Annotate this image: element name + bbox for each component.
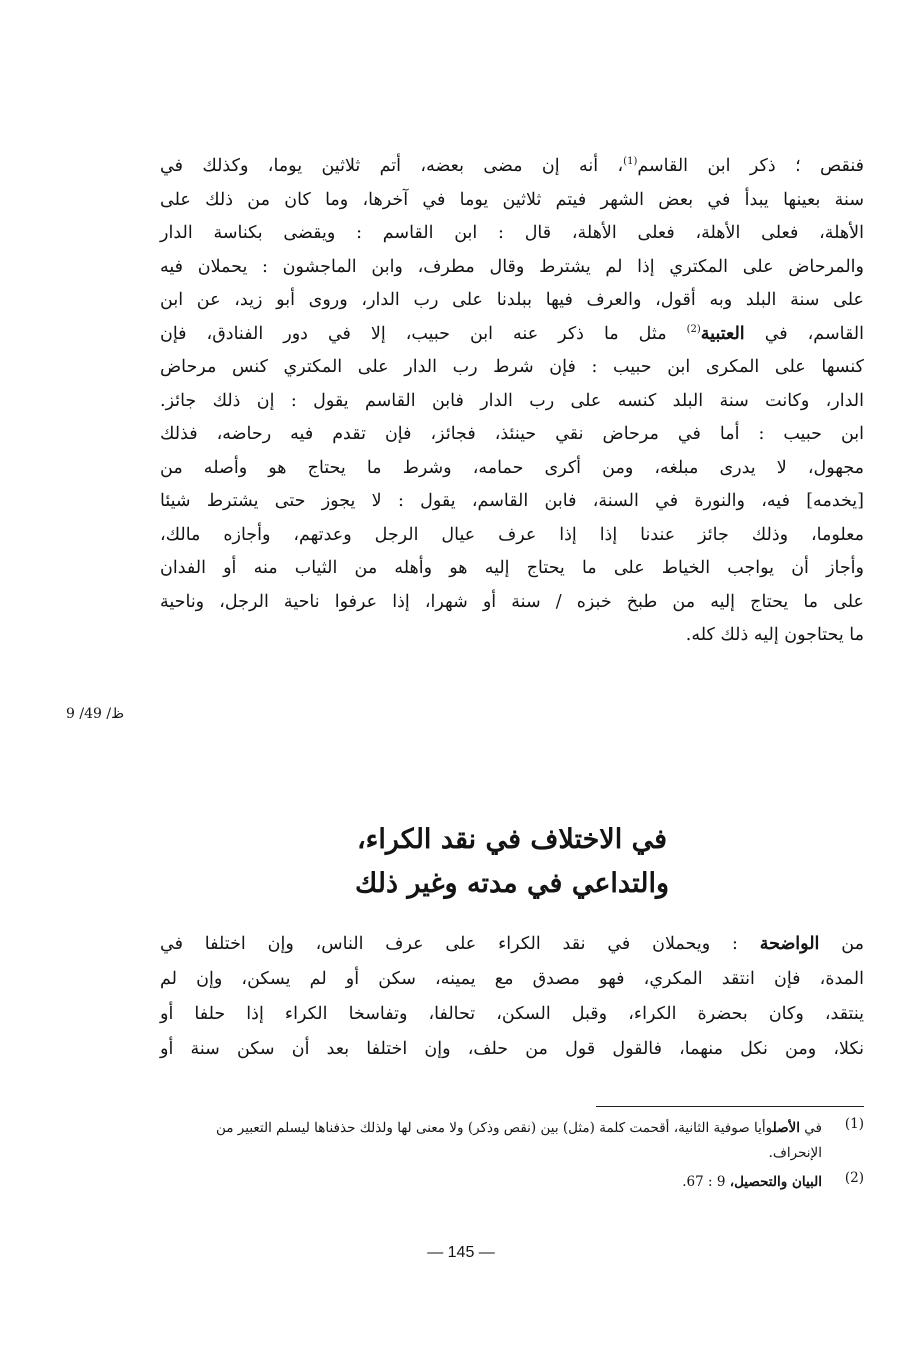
text-line: الدار، وكانت سنة البلد كنسه على رب الدار فابن القاسم يقول : إن ذلك جائز.: [160, 390, 864, 411]
footnote-text: [160, 1116, 822, 1166]
source-title-wadiha: الواضحة: [759, 934, 820, 954]
text-line: نكلا، ومن نكل منهما، فالقول قول من حلف، وإن اختلفا بعد أن سكن سنة أو: [160, 1039, 864, 1059]
line-1-text: فنقص ؛ ذكر ابن القاسم$^{(1)}$، أنه إن مضى بعضه، أتم ثلاثين يوما، وكذلك في: [160, 156, 864, 176]
footnote-body: وأيا صوفية الثانية، أقحمت كلمة (مثل) بين (نقص وذكر) ولا معنى لها ولذلك حذفناها ليسلم التعبير من الإنحراف.: [216, 1120, 822, 1161]
section-first-rest: : ويحملان في نقد الكراء على عرف الناس، وإن اختلفا في: [160, 934, 738, 954]
footnote-ref-1: (1): [623, 156, 638, 168]
text-line: الأهلة، فعلى الأهلة، فعلى الأهلة، قال : ابن القاسم : ويقضى بكناسة الدار: [160, 223, 864, 243]
text-line: على سنة البلد وبه أقول، والعرف فيها ببلدنا على رب الدار، وروى أبو زيد، عن ابن: [160, 290, 864, 310]
text-line: [يخدمه] فيه، والنورة في السنة، فابن القاسم، يقول : لا يجوز حتى يشترط شيئا: [160, 491, 864, 511]
heading-line-1: في الاختلاف في نقد الكراء،: [356, 824, 668, 855]
footnote-bold: الأصل: [772, 1120, 800, 1136]
line-6-rest: مثل ما ذكر عنه ابن حبيب، إلا في دور الفنادق، فإن: [160, 323, 667, 344]
text-line: على ما يحتاج إليه من طبخ خبزه / سنة أو شهرا، إذا عرفوا ناحية الرجل، وناحية: [160, 591, 864, 612]
text-line: ينتقد، وكان بحضرة الكراء، وقبل السكن، تحالفا، وتفاسخا الكراء إذا حلفا أو: [160, 1004, 864, 1024]
page-number: — 145 —: [427, 1244, 495, 1261]
text-line: ابن حبيب : أما في مرحاض نقي حينئذ، فجائز، فإن تقدم فيه رحاضه، فذلك: [160, 424, 864, 444]
manuscript-folio-ref: 9 /49 /ظ: [66, 706, 125, 722]
footnote-2: [160, 1170, 864, 1195]
text-line: [160, 927, 864, 962]
footnote-1: [160, 1116, 864, 1166]
footnote-text: [160, 1170, 822, 1195]
footnote-ref-2: (2): [686, 323, 701, 335]
line-6-start: القاسم، في: [764, 323, 864, 344]
footnote-divider: [596, 1106, 864, 1107]
footnote-number: (2): [844, 1170, 864, 1186]
text-line: معلوما، وذلك جائز عندنا إذا إذا عرف عيال الرجل وعدتهم، وأجازه مالك،: [160, 524, 864, 545]
text-line: والمرحاض على المكتري إذا لم يشترط وقال مطرف، وابن الماجشون : يحملان فيه: [160, 256, 864, 277]
text-line: [160, 318, 864, 352]
text-line: سنة بعينها يبدأ في بعض الشهر فيتم ثلاثين يوما في آخرها، وما كان من ذلك على: [160, 189, 864, 210]
footnote-body: 9 : 67.: [682, 1174, 726, 1190]
footnote-number: (1): [844, 1116, 864, 1132]
text-line: وأجاز أن يواجب الخياط على ما يحتاج إليه هو وأهله من الثياب منه أو الفدان: [160, 558, 864, 578]
heading-line-2: والتداعي في مدته وغير ذلك: [354, 868, 670, 899]
footnote-bold: البيان والتحصيل،: [729, 1174, 822, 1190]
source-title-utbiyya: العتبية: [700, 323, 745, 344]
text-line: مجهول، لا يدرى مبلغه، ومن أكرى حمامه، وشرط ما يحتاج هو وأصله من: [160, 457, 864, 478]
text-line: ما يحتاجون إليه ذلك كله.: [685, 625, 864, 645]
text-line: كنسها على المكرى ابن حبيب : فإن شرط رب الدار على المكتري كنس مرحاض: [160, 357, 864, 377]
footnote-pre: في: [804, 1120, 822, 1136]
section-prefix: من: [841, 934, 864, 954]
text-line: [160, 150, 864, 184]
text-line: المدة، فإن انتقد المكري، فهو مصدق مع يمينه، سكن أو لم يسكن، وإن لم: [160, 969, 864, 989]
section-text: [160, 927, 864, 1067]
section-heading: [160, 818, 864, 906]
main-text: [160, 150, 864, 653]
footnotes: [160, 1116, 864, 1199]
